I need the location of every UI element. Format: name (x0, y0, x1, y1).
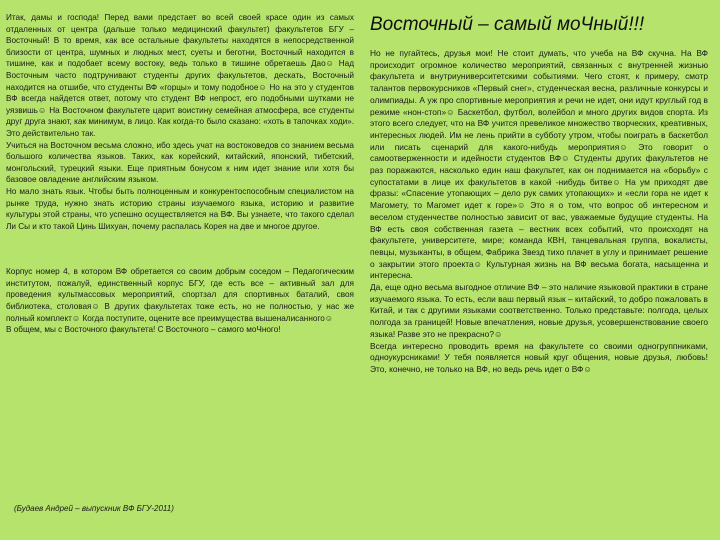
right-column (370, 14, 708, 376)
page-title: Восточный – самый моЧный!!! (370, 14, 645, 35)
author-signature: (Будаев Андрей – выпускник ВФ БГУ-2011) (14, 504, 174, 513)
practice-paragraph: Да, еще одно весьма выгодное отличие ВФ – это наличие языковой практики в стране изучаемого языка. То есть, если ваш первый язык – китайский, то добро пожаловать в Китай, и так с другими языками соответственно. Только представьте: полгода, целых полгода за границей! Новые впечатления, новые друзья, усовершенствование своего языка! Разве это не прекрасно?☺ (370, 282, 708, 339)
languages-paragraph: Учиться на Восточном весьма сложно, ибо здесь учат на востоковедов со знанием весьма большого количества языков. Таких, как корейский, китайский, японский, тибетский, монгольский, турецкий языки. Еще приятным бонусом к ним идет знание или хотя бы базовое овладение английским языком. (6, 140, 354, 185)
closing-paragraph: В общем, мы с Восточного факультета! С Восточного – самого моЧного! (6, 325, 281, 335)
history-paragraph: Но мало знать язык. Чтобы быть полноценным и конкурентоспособным специалистом на рынке труда, нужно знать историю страны изучаемого языка, историю и развитие культуры этой страны, что успешно осуществляется на ВФ. Вы узнаете, что такого сделал Ли Сы и кто такой Цинь Шихуан, почему распалась Корея на две и многое другое. (6, 186, 354, 231)
left-column (6, 12, 354, 336)
building-paragraph: Корпус номер 4, в котором ВФ обретается со своим добрым соседом – Педагогическим институтом, пожалуй, единственный корпус БГУ, где есть все – активный зал для проведения культмассовых мероприятий, спортзал для спортивных баталий, своя библиотека, столовая☺ В других факультетах тоже есть, но не полностью, у нас же полный комплект☺ Когда поступите, оцените все преимущества вышеналисанного☺ (6, 267, 354, 323)
events-paragraph: Но не пугайтесь, друзья мои! Не стоит думать, что учеба на ВФ скучна. На ВФ происходит огромное количество мероприятий, связанных с внутренней жизнью факультета и внутриуниверситетскими событиями. Чего стоят, к примеру, смотр талантов первокурсников «Первый снег», студенческая весна, различные конкурсы и олимпиады. А уж про спортивные мероприятия и речи не идет, они идут круглый год в режиме «нон-стоп»☺ Баскетбол, футбол, волейбол и много других видов спорта. Из этого всего следует, что на ВФ учится превеликое множество творческих, креативных, интересных людей. Им не лень прийти в субботу утром, чтобы поиграть в баскетбол или писать сценарий для какого-нибудь мероприятия☺ Это говорит о самоотверженности и идейности студентов ВФ☺ Студенты других факультетов не раз поражаются, насколько един наш факультет, как он поднимается на «борьбу» с супостатами в лице их факультетов в какой -нибудь битве☺ На ум приходят две фразы: «Спасение утопающих – дело рук самих утопающих» и «если гора не идет к Магомету, то Магомет идет к горе»☺ Это я о том, что вопрос об интересном и веселом студенчестве полностью зависит от вас, уважаемые будущие студенты. На ВФ есть своя собственная газета – вестник всех событий, что происходят на факультете, университете, мире; команда КВН, танцевальная группа, вокалисты, певцы, музыканты, в общем, Фабрика Звезд тихо плачет в углу и принимает решение о закрытии этого проекта☺ Культурная жизнь на ВФ весьма богата, насыщенна и интересна. (370, 48, 708, 281)
intro-paragraph: Итак, дамы и господа! Перед вами предстает во всей своей красе один из самых отдаленных от центра (дальше только медицинский факультет) факультетов БГУ – Восточный! В то время, как все остальные факультеты находятся в непосредственной близости от центра, шумных и людных мест, суеты и беготни, Восточный находится в тишине, как и подобает всему востоку, ведь только в тишине обретаешь Дао☺ Над Восточным часто подтрунивают студенты других факультетов, дескать, Восточный находится на отшибе, что студенты ВФ «горцы» и тому подобное☺ Но на это у студентов ВФ всегда найдется ответ, потому что студент ВФ непрост, его подобными шутками не уязвишь☺ На Восточном факультете царит воистину семейная атмосфера, все студенты друг друга знают, как минимум, в лицо. Как когда-то было сказано: «хоть в тапочках ходи». Это действительно так. (6, 13, 354, 138)
right-body (370, 48, 708, 376)
friends-paragraph: Всегда интересно проводить время на факультете со своими одногруппниками, одноукурсниками! У тебя появляется новый круг общения, новые друзья, любовь! Это, конечно, не только на ВФ, но ведь речь идет о ВФ☺ (370, 340, 708, 374)
